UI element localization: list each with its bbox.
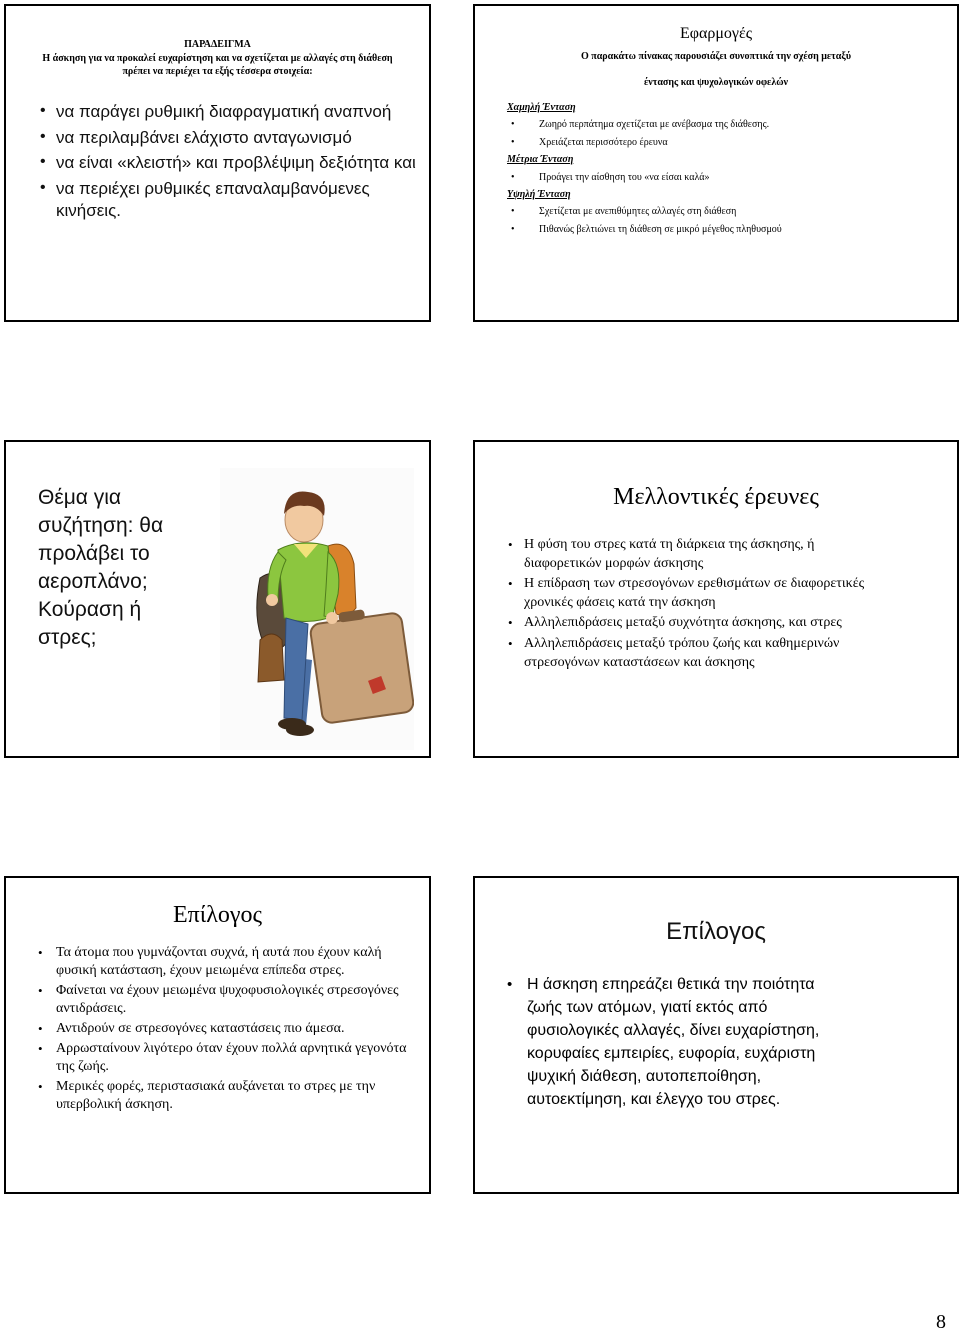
slide-header-text: Η άσκηση για να προκαλεί ευχαρίστηση και να σχετίζεται με αλλαγές στη διάθεση πρέπει να περιέχει τα εξής τέσσερα στοιχεία: xyxy=(42,53,393,77)
list-item: • Φαίνεται να έχουν μειωμένα ψυχοφυσιολογικές στρεσογόνες αντιδράσεις. xyxy=(38,983,399,1016)
slide-applications xyxy=(473,4,959,322)
slide-title: Μελλοντικές έρευνες xyxy=(613,484,819,510)
intensity-list xyxy=(507,99,947,238)
slide-subtitle-line-2: έντασης και ψυχολογικών οφελών xyxy=(643,77,789,88)
list-item: • Προάγει την αίσθηση του «να είσαι καλά» xyxy=(507,169,947,186)
list-item: • Μερικές φορές, περιστασιακά αυξάνεται το στρες με την υπερβολική άσκηση. xyxy=(38,1079,376,1112)
bullet-icon: • xyxy=(511,223,515,235)
list-item: • Αλληλεπιδράσεις μεταξύ τρόπου ζωής και καθημερινών στρεσογόνων καταστάσεων και άσκησης xyxy=(508,635,840,670)
list-item: • να είναι «κλειστή» και προβλέψιμη δεξιότητα και xyxy=(40,153,416,173)
list-item: • Τα άτομα που γυμνάζονται συχνά, ή αυτά που έχουν καλή φυσική κατάσταση, έχουν μειωμένα επίπεδα στρες. xyxy=(38,945,382,978)
slide-discussion xyxy=(4,440,431,758)
list-item: • να περιλαμβάνει ελάχιστο ανταγωνισμό xyxy=(40,127,352,147)
list-item: • να παράγει ρυθμική διαφραγματική αναπνοή xyxy=(40,102,392,121)
bullet-icon: • xyxy=(40,153,46,171)
discussion-question: Θέμα για συζήτηση: θα προλάβει το αεροπλάνο; Κούραση ή στρες; xyxy=(38,486,164,649)
list-item: • Αλληλεπιδράσεις μεταξύ συχνότητα άσκησης, και στρες xyxy=(508,614,868,633)
slide-header-title: ΠΑΡΑΔΕΙΓΜΑ xyxy=(184,39,251,50)
slide-epilogue-2 xyxy=(473,876,959,1194)
list-item: • να περιέχει ρυθμικές επαναλαμβανόμενες κινήσεις. xyxy=(40,178,370,221)
bullet-icon: • xyxy=(40,127,46,145)
slide-epilogue-1 xyxy=(4,876,431,1194)
bullet-icon: • xyxy=(511,136,515,148)
bullet-list xyxy=(507,973,847,1111)
list-item: • Σχετίζεται με ανεπιθύμητες αλλαγές στη διάθεση xyxy=(507,203,947,220)
list-item: • Χρειάζεται περισσότερο έρευνα xyxy=(507,134,947,151)
bullet-icon: • xyxy=(38,1041,43,1056)
list-item: • Η άσκηση επηρεάζει θετικά την ποιότητα ζωής των ατόμων, γιατί εκτός από φυσιολογικές αλλαγές, δίνει ευχαρίστηση, κορυφαίες εμπειρίες, ευφορία, ευχάριστη ψυχική διάθεση, αυτοπεποίθηση, αυτοεκτίμηση, και έλεγχο του στρες. xyxy=(507,973,847,1111)
bullet-icon: • xyxy=(511,171,515,183)
list-item: • Η επίδραση των στρεσογόνων ερεθισμάτων σε διαφορετικές χρονικές φάσεις κατά την άσκηση xyxy=(508,576,865,610)
bullet-icon: • xyxy=(38,983,43,998)
list-item: • Αντιδρούν σε στρεσογόνες καταστάσεις πιο άμεσα. xyxy=(38,1021,345,1036)
low-intensity-heading: Χαμηλή Ένταση xyxy=(507,102,576,113)
bullet-icon: • xyxy=(511,119,515,131)
slide-example xyxy=(4,4,431,322)
medium-intensity-heading: Μέτρια Ένταση xyxy=(507,154,574,166)
traveler-illustration xyxy=(220,468,414,750)
bullet-icon: • xyxy=(40,178,46,196)
bullet-icon: • xyxy=(508,635,513,651)
list-item: • Ζωηρό περπάτημα σχετίζεται με ανέβασμα της διάθεσης. xyxy=(507,116,947,133)
bullet-icon: • xyxy=(508,537,513,552)
list-item: • Αρρωσταίνουν λιγότερο όταν έχουν πολλά αρνητικά γεγονότα της ζωής. xyxy=(38,1041,407,1074)
slide-title: Εφαρμογές xyxy=(679,25,753,42)
slide-title: Επίλογος xyxy=(173,902,262,928)
traveler-with-suitcase-icon xyxy=(220,468,414,750)
bullet-icon: • xyxy=(508,576,513,592)
bullet-list xyxy=(38,944,408,1116)
bullet-icon: • xyxy=(511,206,515,218)
page-number: 8 xyxy=(936,1311,946,1333)
bullet-icon: • xyxy=(507,976,513,993)
bullet-list xyxy=(508,536,868,674)
slide-title: Επίλογος xyxy=(666,918,766,945)
bullet-icon: • xyxy=(508,615,513,631)
slide-future-research xyxy=(473,440,959,758)
bullet-icon: • xyxy=(38,1021,43,1036)
high-intensity-heading: Υψηλή Ένταση xyxy=(507,188,571,200)
list-item: • Η φύση του στρες κατά τη διάρκεια της άσκησης, ή διαφορετικών μορφών άσκησης xyxy=(508,537,815,571)
list-item: • Πιθανώς βελτιώνει τη διάθεση σε μικρό μέγεθος πληθυσμού xyxy=(507,221,947,238)
slide-subtitle-line-1: Ο παρακάτω πίνακας παρουσιάζει συνοπτικά την σχέση μεταξύ xyxy=(580,51,852,62)
bullet-list xyxy=(40,101,420,226)
bullet-icon: • xyxy=(40,102,46,119)
bullet-icon: • xyxy=(38,945,43,960)
bullet-icon: • xyxy=(38,1079,43,1094)
